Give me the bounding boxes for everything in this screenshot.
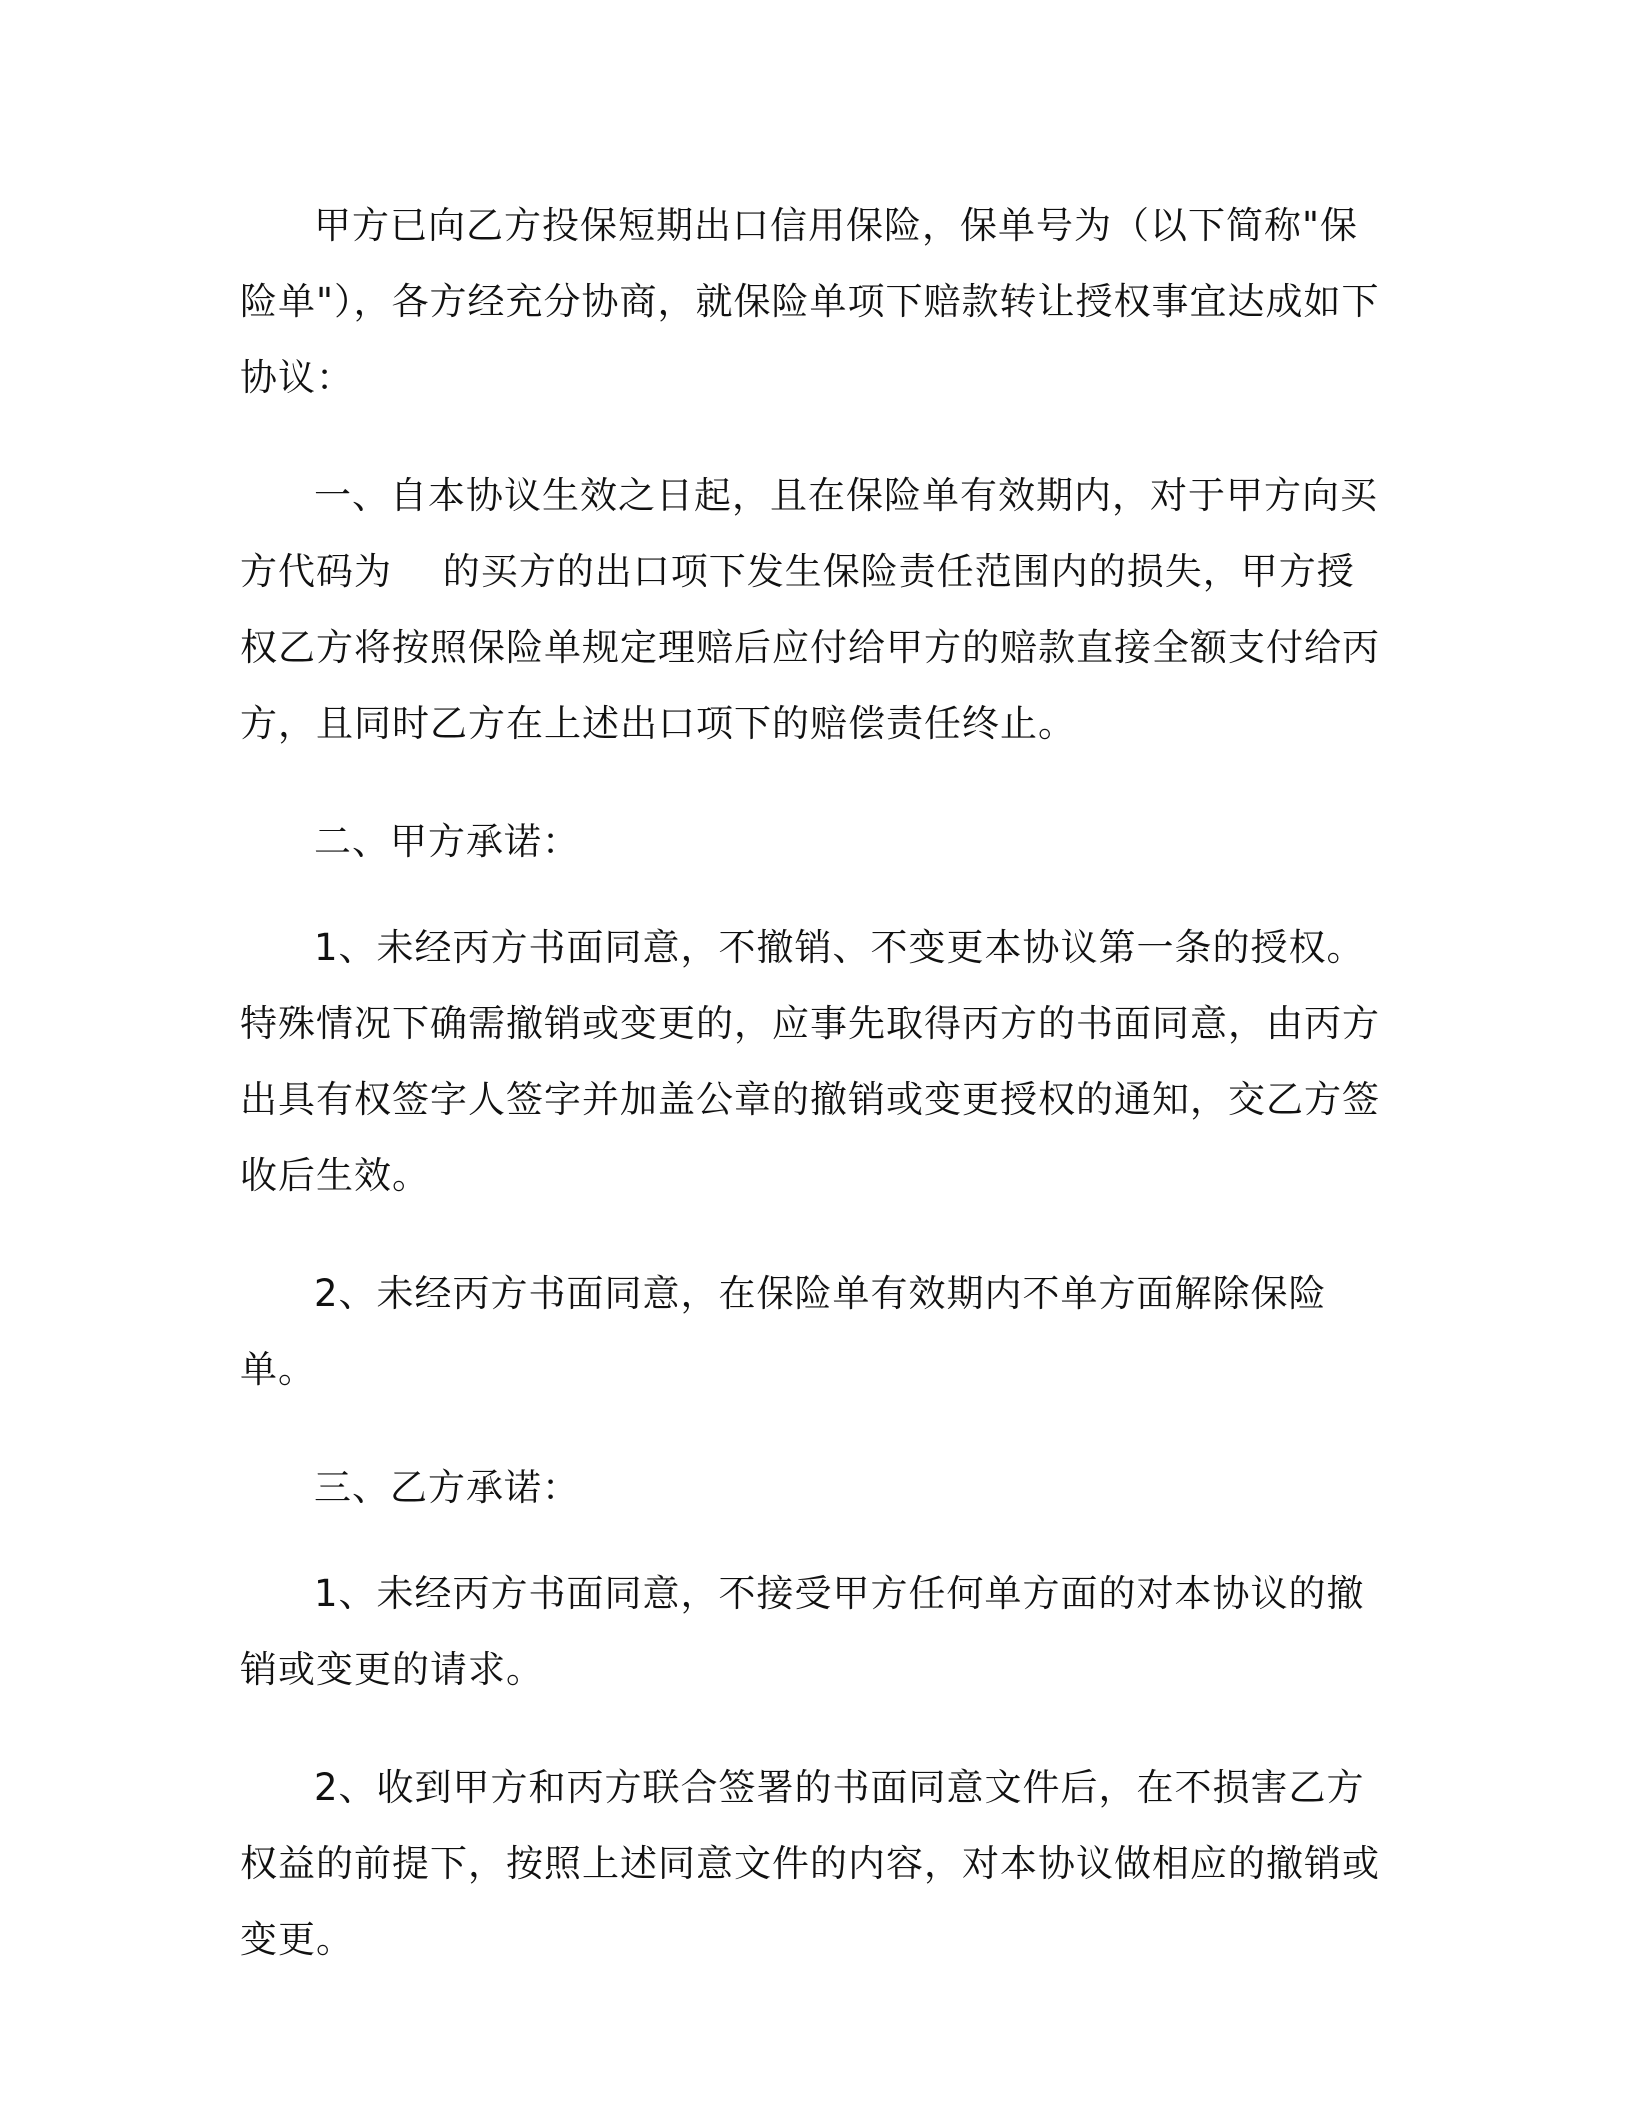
clause-3-2-paragraph: 2、收到甲方和丙方联合签署的书面同意文件后，在不损害乙方权益的前提下，按照上述同意文件的内容，对本协议做相应的撤销或变更。 [240,1766,1380,1961]
section-2-heading: 二、甲方承诺： [314,820,580,863]
section-3-heading: 三、乙方承诺： [314,1466,580,1509]
preamble-paragraph: 甲方已向乙方投保短期出口信用保险，保单号为（以下简称"保险单"），各方经充分协商，就保险单项下赔款转让授权事宜达成如下协议： [240,204,1380,399]
clause-1-paragraph: 一、自本协议生效之日起，且在保险单有效期内，对于甲方向买方代码为 的买方的出口项下发生保险责任范围内的损失，甲方授权乙方将按照保险单规定理赔后应付给甲方的赔款直接全额支付给丙方，且同时乙方在上述出口项下的赔偿责任终止。 [240,474,1380,745]
clause-3-1-paragraph: 1、未经丙方书面同意，不接受甲方任何单方面的对本协议的撤销或变更的请求。 [240,1572,1365,1691]
clause-2-1-paragraph: 1、未经丙方书面同意，不撤销、不变更本协议第一条的授权。特殊情况下确需撤销或变更的，应事先取得丙方的书面同意，由丙方出具有权签字人签字并加盖公章的撤销或变更授权的通知，交乙方签收后生效。 [240,926,1380,1197]
clause-2-2-paragraph: 2、未经丙方书面同意，在保险单有效期内不单方面解除保险单。 [240,1272,1327,1391]
document-page [240,188,1390,2020]
